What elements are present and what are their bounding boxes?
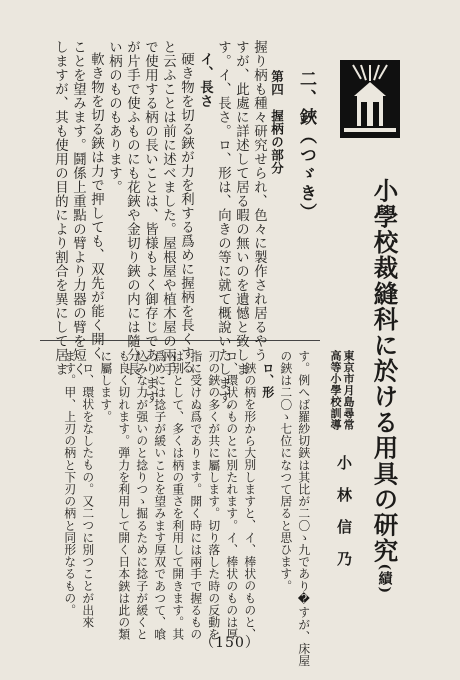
text-column: 鋏の柄を形から大別しますと、イ、棒状のものと、 bbox=[242, 362, 257, 641]
text-column: 爲めには捻子が緩いことを望みます厚双であつて、喰 bbox=[152, 350, 167, 641]
text-column: も良く切れます。弾力を利用して開く日本鋏は此の類 bbox=[116, 350, 131, 641]
author-affiliation-2: 高等小學校訓導 bbox=[329, 350, 342, 431]
article-title bbox=[370, 178, 400, 595]
text-column: で使用する柄の長いことは、皆様もよく御存じであります bbox=[142, 40, 158, 404]
section-heading: 二、鋏（つゞき） bbox=[296, 70, 316, 222]
text-column: すが、此處に詳述して居る暇の無いのを遺憾と致しま bbox=[233, 40, 249, 376]
text-column: と云ふことは前に述べました。屋根屋や植木屋の兩手 bbox=[160, 40, 176, 376]
house-shape bbox=[357, 96, 383, 126]
text-column: ことを望みます。鬪係上重點の臂より力器の臂を短く bbox=[70, 40, 86, 376]
magazine-section-emblem bbox=[340, 60, 400, 138]
text-column: ます。甲、上刃の柄と下刃の柄と同形なるもの。 bbox=[62, 350, 77, 617]
text-column: が片手で使ふものにも花鋏や金切り鋏の内には隨分長 bbox=[124, 40, 140, 376]
item-heading: ロ、形 bbox=[260, 362, 275, 399]
text-column: に屬します。 bbox=[98, 350, 113, 423]
ground-line bbox=[344, 128, 396, 132]
text-column: の鋏は二〇ゝ七位になつて居ると思ひます。 bbox=[278, 350, 293, 592]
text-column: 込みな力が强いのと捻りつゝ掘るために捻子が緩くと bbox=[134, 350, 149, 641]
article-title-suffix: (績) bbox=[376, 563, 393, 595]
text-column: い柄のものもあります。 bbox=[106, 40, 122, 194]
roof-shape bbox=[354, 82, 386, 96]
text-column: しますが、其も使用の目的により割合を異にして居ま bbox=[52, 40, 68, 376]
text-column: は別として、多くは柄の重さを利用して開きます。其 bbox=[170, 350, 185, 641]
page-number: （150） bbox=[200, 635, 260, 651]
text-column: す。例へば羅紗切鋏は其比が二〇ゝ九であり�すが、床屋 bbox=[296, 350, 311, 667]
text-column: 軟き物を切る鋏は力で押しても、双先が能く開く bbox=[88, 52, 104, 360]
text-column: す。イ、長さ。ロ、形は、向きの等に就て概說いたします。 bbox=[215, 40, 231, 418]
text-column: 硬き物を切る鋏が力を利する爲めに握柄を長くする bbox=[178, 52, 194, 374]
text-column: 刃の鋏の多くが共に屬します。切り落した時の反動を bbox=[206, 350, 221, 641]
text-column: 指に受けぬ爲であります。開く時には兩手で握るもの bbox=[188, 350, 203, 641]
author-name: 小 林 信 乃 bbox=[335, 455, 353, 567]
item-heading: イ、長さ bbox=[197, 52, 214, 108]
text-column: ロ、環状のものとに別たれます。イ、棒状のものは厚 bbox=[224, 350, 239, 641]
text-column: 握り柄も種々研究せられ、色々に製作され居るやう bbox=[251, 40, 267, 362]
author-affiliation-1: 東京市月島尋常 bbox=[342, 350, 355, 431]
subsection-heading: 第四 握柄の部分 bbox=[269, 70, 285, 175]
text-column: ロ、環状をなしたもの。又二つに別つことが出來 bbox=[80, 362, 95, 629]
article-title-text: 小學校裁縫科に於ける用具の研究 bbox=[370, 178, 400, 564]
